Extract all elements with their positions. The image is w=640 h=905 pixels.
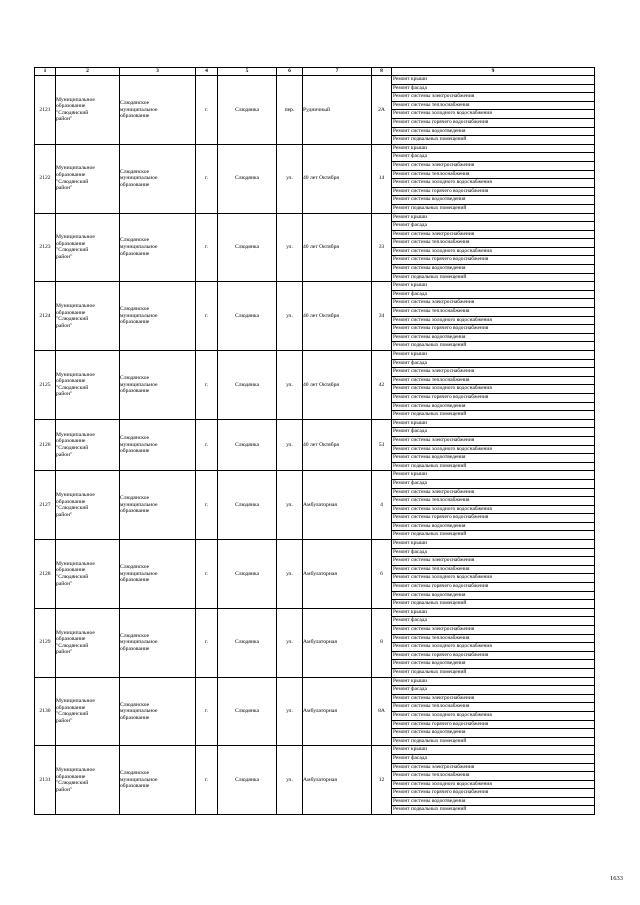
street-name: Амбулаторная [303,608,372,677]
locality-type: г. [196,419,218,471]
house-number: 12 [372,746,392,815]
work-item: Ремонт системы холодного водоснабжения [392,385,594,394]
locality-type: г. [196,76,218,145]
works-list [392,540,595,609]
street-type: ул. [277,213,303,282]
work-item: Ремонт фасада [392,85,594,94]
street-type: ул. [277,351,303,420]
work-item: Ремонт системы теплоснабжения [392,308,594,317]
work-item: Ремонт системы теплоснабжения [392,566,594,575]
work-item: Ремонт крыши [392,678,594,687]
page-number: 1633 [610,875,623,882]
street-name: Амбулаторная [303,677,372,746]
house-number: 34 [372,282,392,351]
table-row [35,677,595,746]
work-item: Ремонт системы холодного водоснабжения [392,574,594,583]
work-item: Ремонт крыши [392,746,594,755]
work-item: Ремонт системы холодного водоснабжения [392,712,594,721]
works-list [392,144,595,213]
work-item: Ремонт системы холодного водоснабжения [392,643,594,652]
col-header: 9 [392,68,595,76]
house-number: 2А [372,76,392,145]
col-header: 4 [196,68,218,76]
locality-type: г. [196,540,218,609]
municipal-settlement: Слюдянское муниципальное образование [120,419,196,471]
street-type: ул. [277,419,303,471]
municipal-settlement: Слюдянское муниципальное образование [120,677,196,746]
work-item: Ремонт крыши [392,351,594,360]
municipal-settlement: Слюдянское муниципальное образование [120,351,196,420]
works-list [392,746,595,815]
municipal-district: Муниципальное образование "Слюдянский район" [56,471,120,540]
row-number: 2130 [35,677,56,746]
work-item: Ремонт подвальных помещений [393,342,467,349]
header-row [35,68,595,76]
work-item: Ремонт фасада [392,686,594,695]
works-list [392,471,595,540]
municipal-settlement: Слюдянское муниципальное образование [120,213,196,282]
table-row [35,608,595,677]
row-number: 2128 [35,540,56,609]
row-number: 2122 [35,144,56,213]
work-item: Ремонт системы электроснабжения [392,368,594,377]
work-item: Ремонт системы электроснабжения [392,695,594,704]
work-item: Ремонт системы холодного водоснабжения [392,446,594,455]
work-item: Ремонт системы электроснабжения [392,93,594,102]
work-item: Ремонт крыши [392,282,594,291]
street-type: ул. [277,540,303,609]
table-row [35,746,595,815]
col-header: 1 [35,68,56,76]
row-number: 2124 [35,282,56,351]
works-list [392,282,595,351]
work-item: Ремонт системы электроснабжения [392,299,594,308]
street-name: 40 лет Октября [303,144,372,213]
work-item: Ремонт системы теплоснабжения [392,635,594,644]
work-item: Ремонт системы теплоснабжения [392,102,594,111]
work-item: Ремонт системы горячего водоснабжения [392,325,594,334]
house-number: 42 [372,351,392,420]
municipal-district: Муниципальное образование "Слюдянский район" [56,540,120,609]
street-name: Амбулаторная [303,471,372,540]
work-item: Ремонт подвальных помещений [393,136,467,143]
work-item: Ремонт системы электроснабжения [392,764,594,773]
municipal-district: Муниципальное образование "Слюдянский район" [56,144,120,213]
work-item: Ремонт системы горячего водоснабжения [392,583,594,592]
municipal-district: Муниципальное образование "Слюдянский район" [56,746,120,815]
work-item: Ремонт системы горячего водоснабжения [392,394,594,403]
work-item: Ремонт крыши [392,609,594,618]
col-header: 3 [120,68,196,76]
work-item: Ремонт фасада [392,549,594,558]
col-header: 8 [372,68,392,76]
work-item: Ремонт подвальных помещений [393,668,467,675]
work-item: Ремонт системы водоотведения [392,592,594,601]
locality-name: Слюдянка [218,213,277,282]
house-number: 6 [372,540,392,609]
municipal-settlement: Слюдянское муниципальное образование [120,471,196,540]
municipal-district: Муниципальное образование "Слюдянский район" [56,419,120,471]
locality-type: г. [196,746,218,815]
work-item: Ремонт системы электроснабжения [392,162,594,171]
col-header: 6 [277,68,303,76]
work-item: Ремонт подвальных помещений [393,600,467,607]
municipal-settlement: Слюдянское муниципальное образование [120,144,196,213]
street-type: пер. [277,76,303,145]
locality-name: Слюдянка [218,677,277,746]
row-number: 2125 [35,351,56,420]
work-item: Ремонт системы холодного водоснабжения [392,248,594,257]
work-item: Ремонт системы холодного водоснабжения [392,179,594,188]
table-row [35,540,595,609]
row-number: 2126 [35,419,56,471]
work-item: Ремонт системы горячего водоснабжения [392,789,594,798]
municipal-settlement: Слюдянское муниципальное образование [120,540,196,609]
work-item: Ремонт системы электроснабжения [392,557,594,566]
house-number: 8 [372,608,392,677]
work-item: Ремонт подвальных помещений [393,273,467,280]
municipal-settlement: Слюдянское муниципальное образование [120,76,196,145]
municipal-settlement: Слюдянское муниципальное образование [120,608,196,677]
work-item: Ремонт системы холодного водоснабжения [392,781,594,790]
street-name: 40 лет Октября [303,282,372,351]
work-item: Ремонт системы теплоснабжения [392,171,594,180]
work-item: Ремонт подвальных помещений [393,204,467,211]
street-name: 40 лет Октября [303,351,372,420]
work-item: Ремонт системы горячего водоснабжения [392,188,594,197]
work-item: Ремонт подвальных помещений [393,462,467,469]
work-item: Ремонт системы электроснабжения [392,437,594,446]
work-item: Ремонт фасада [392,755,594,764]
locality-name: Слюдянка [218,76,277,145]
table-row [35,351,595,420]
work-item: Ремонт крыши [392,145,594,154]
works-list [392,351,595,420]
work-item: Ремонт системы водоотведения [392,265,594,274]
work-item: Ремонт системы холодного водоснабжения [392,110,594,119]
work-item: Ремонт системы горячего водоснабжения [392,652,594,661]
works-list [392,213,595,282]
house-number: 33 [372,213,392,282]
work-item: Ремонт подвальных помещений [393,411,467,418]
work-item: Ремонт фасада [392,428,594,437]
row-number: 2127 [35,471,56,540]
house-number: 8А [372,677,392,746]
work-item: Ремонт подвальных помещений [393,531,467,538]
work-item: Ремонт системы водоотведения [392,454,594,463]
work-item: Ремонт системы горячего водоснабжения [392,119,594,128]
locality-type: г. [196,144,218,213]
work-item: Ремонт системы водоотведения [392,403,594,412]
col-header: 7 [303,68,372,76]
work-item: Ремонт подвальных помещений [393,806,467,813]
work-item: Ремонт системы водоотведения [392,334,594,343]
works-list [392,419,595,471]
municipal-settlement: Слюдянское муниципальное образование [120,746,196,815]
street-name: Рудничный [303,76,372,145]
table-row [35,213,595,282]
street-name: 40 лет Октября [303,419,372,471]
work-item: Ремонт системы водоотведения [392,128,594,137]
house-number: 4 [372,471,392,540]
municipal-district: Муниципальное образование "Слюдянский район" [56,76,120,145]
work-item: Ремонт фасада [392,480,594,489]
street-name: Амбулаторная [303,540,372,609]
locality-type: г. [196,351,218,420]
work-item: Ремонт системы теплоснабжения [392,772,594,781]
locality-name: Слюдянка [218,351,277,420]
locality-name: Слюдянка [218,471,277,540]
work-item: Ремонт фасада [392,360,594,369]
table-row [35,419,595,471]
work-item: Ремонт системы электроснабжения [392,231,594,240]
work-item: Ремонт фасада [392,153,594,162]
municipal-district: Муниципальное образование "Слюдянский район" [56,282,120,351]
municipal-settlement: Слюдянское муниципальное образование [120,282,196,351]
work-item: Ремонт системы холодного водоснабжения [392,506,594,515]
locality-type: г. [196,213,218,282]
work-item: Ремонт системы теплоснабжения [392,497,594,506]
work-item: Ремонт системы горячего водоснабжения [392,514,594,523]
work-item: Ремонт крыши [392,420,594,429]
locality-type: г. [196,471,218,540]
row-number: 2121 [35,76,56,145]
table-row [35,471,595,540]
table-row [35,144,595,213]
work-item: Ремонт системы водоотведения [392,196,594,205]
work-item: Ремонт фасада [392,222,594,231]
street-type: ул. [277,144,303,213]
work-item: Ремонт подвальных помещений [393,737,467,744]
street-type: ул. [277,471,303,540]
locality-name: Слюдянка [218,608,277,677]
municipal-district: Муниципальное образование "Слюдянский район" [56,213,120,282]
work-item: Ремонт системы теплоснабжения [392,239,594,248]
house-number: 53 [372,419,392,471]
locality-name: Слюдянка [218,746,277,815]
locality-name: Слюдянка [218,540,277,609]
row-number: 2123 [35,213,56,282]
work-item: Ремонт фасада [392,617,594,626]
work-item: Ремонт системы водоотведения [392,660,594,669]
table-body [35,76,595,815]
house-number: 14 [372,144,392,213]
street-type: ул. [277,677,303,746]
work-item: Ремонт системы теплоснабжения [392,703,594,712]
work-item: Ремонт системы электроснабжения [392,489,594,498]
locality-type: г. [196,677,218,746]
work-item: Ремонт крыши [392,76,594,85]
col-header: 5 [218,68,277,76]
table-row [35,76,595,145]
col-header: 2 [56,68,120,76]
work-item: Ремонт системы электроснабжения [392,626,594,635]
municipal-district: Муниципальное образование "Слюдянский район" [56,608,120,677]
work-item: Ремонт фасада [392,291,594,300]
street-type: ул. [277,282,303,351]
work-item: Ремонт системы холодного водоснабжения [392,317,594,326]
work-item: Ремонт крыши [392,214,594,223]
locality-type: г. [196,282,218,351]
municipal-district: Муниципальное образование "Слюдянский район" [56,351,120,420]
work-item: Ремонт крыши [392,540,594,549]
work-item: Ремонт системы теплоснабжения [392,377,594,386]
municipal-district: Муниципальное образование "Слюдянский район" [56,677,120,746]
work-item: Ремонт системы водоотведения [392,729,594,738]
works-list [392,608,595,677]
locality-type: г. [196,608,218,677]
street-type: ул. [277,746,303,815]
locality-name: Слюдянка [218,282,277,351]
works-list [392,677,595,746]
works-list [392,76,595,145]
locality-name: Слюдянка [218,144,277,213]
work-item: Ремонт системы горячего водоснабжения [392,721,594,730]
repair-register-table [34,67,595,815]
work-item: Ремонт системы горячего водоснабжения [392,256,594,265]
work-item: Ремонт крыши [392,471,594,480]
locality-name: Слюдянка [218,419,277,471]
work-item: Ремонт системы водоотведения [392,523,594,532]
row-number: 2129 [35,608,56,677]
street-name: Амбулаторная [303,746,372,815]
row-number: 2131 [35,746,56,815]
street-name: 40 лет Октября [303,213,372,282]
street-type: ул. [277,608,303,677]
work-item: Ремонт системы водоотведения [392,798,594,807]
table-row [35,282,595,351]
